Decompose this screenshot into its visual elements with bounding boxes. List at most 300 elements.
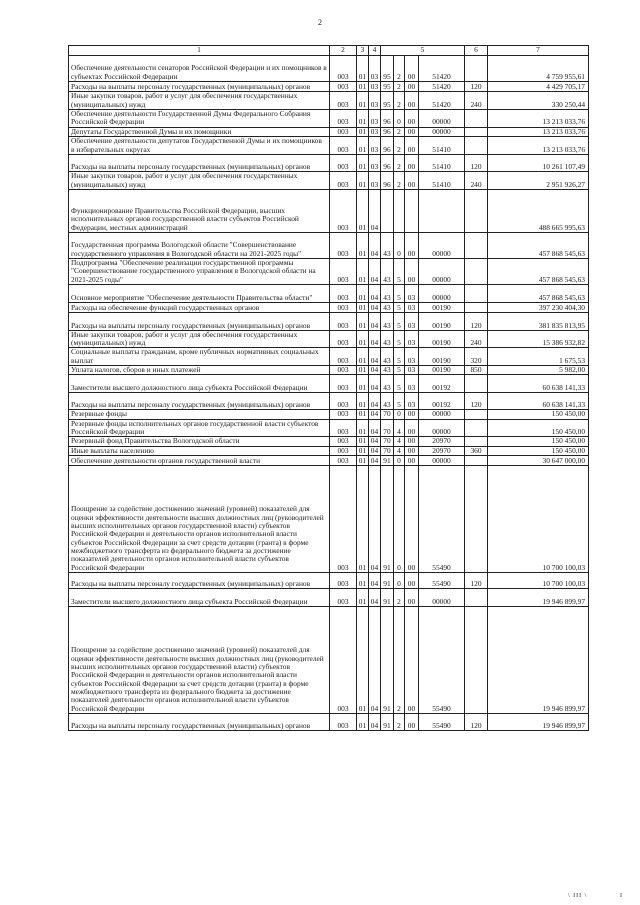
cell-p4: 55490 [419, 606, 465, 713]
cell-p3: 00 [405, 419, 419, 437]
cell-name: Резервный фонд Правительства Вологодской области [69, 437, 330, 446]
cell-p1: 43 [381, 348, 394, 366]
cell-p2: 0 [394, 455, 405, 465]
table-row [69, 572, 589, 588]
cell-p3 [405, 189, 419, 232]
cell-rz: 01 [357, 110, 369, 128]
cell-name: Обеспечение деятельности депутатов Государственной Думы и их помощников в избирательных округах [69, 136, 330, 154]
cell-p2: 2 [394, 171, 405, 189]
cell-sum: 30 647 000,00 [488, 455, 589, 465]
cell-rz: 01 [357, 330, 369, 348]
cell-vr [465, 410, 488, 419]
table-row [69, 232, 589, 258]
cell-p3: 00 [405, 446, 419, 455]
cell-code: 003 [330, 330, 357, 348]
cell-sum: 10 700 100,03 [488, 465, 589, 572]
cell-vr: 240 [465, 330, 488, 348]
cell-pr: 04 [369, 258, 381, 284]
cell-sum: 457 868 545,63 [488, 232, 589, 258]
cell-sum: 60 638 141,33 [488, 375, 589, 393]
cell-pr: 04 [369, 455, 381, 465]
cell-pr: 04 [369, 366, 381, 375]
cell-p2: 0 [394, 110, 405, 128]
cell-p1: 91 [381, 713, 394, 730]
cell-sum: 5 982,00 [488, 366, 589, 375]
cell-rz: 01 [357, 82, 369, 92]
table-row [69, 92, 589, 110]
cell-p2: 5 [394, 348, 405, 366]
cell-p2: 5 [394, 258, 405, 284]
table-row [69, 258, 589, 284]
cell-vr [465, 127, 488, 136]
cell-p4: 20970 [419, 437, 465, 446]
cell-sum: 13 213 033,76 [488, 136, 589, 154]
cell-code: 003 [330, 154, 357, 171]
cell-pr: 03 [369, 82, 381, 92]
cell-p1: 43 [381, 330, 394, 348]
cell-p2 [394, 189, 405, 232]
cell-vr: 120 [465, 154, 488, 171]
cell-sum: 381 835 813,95 [488, 312, 589, 330]
cell-pr: 04 [369, 232, 381, 258]
cell-rz: 01 [357, 419, 369, 437]
cell-code: 003 [330, 572, 357, 588]
footer-mark: \ III \ [568, 893, 588, 899]
cell-name: Расходы на выплаты персоналу государственных (муниципальных) органов [69, 154, 330, 171]
cell-name: Иные закупки товаров, работ и услуг для обеспечения государственных (муниципальных) нужд [69, 330, 330, 348]
table-row [69, 588, 589, 606]
cell-name: Заместители высшего должностного лица субъекта Российской Федерации [69, 588, 330, 606]
cell-p1: 43 [381, 284, 394, 302]
cell-name: Иные закупки товаров, работ и услуг для обеспечения государственных (муниципальных) нужд [69, 92, 330, 110]
column-header: 1 [69, 46, 330, 56]
cell-p4: 00190 [419, 312, 465, 330]
cell-pr: 04 [369, 189, 381, 232]
cell-vr: 120 [465, 713, 488, 730]
cell-p3: 00 [405, 713, 419, 730]
cell-p4: 51420 [419, 82, 465, 92]
table-row [69, 465, 589, 572]
cell-name: Функционирование Правительства Российской Федерации, высших исполнительных органов государственной власти субъектов Российской Федерации, местных администраций [69, 189, 330, 232]
cell-p1: 43 [381, 366, 394, 375]
cell-sum: 457 868 545,63 [488, 284, 589, 302]
cell-pr: 04 [369, 419, 381, 437]
cell-sum: 19 946 899,97 [488, 588, 589, 606]
column-header: 3 [357, 46, 369, 56]
cell-vr [465, 419, 488, 437]
table-row [69, 348, 589, 366]
cell-rz: 01 [357, 410, 369, 419]
cell-p3: 00 [405, 154, 419, 171]
column-header: 7 [488, 46, 589, 56]
cell-p4: 51420 [419, 56, 465, 82]
table-row [69, 366, 589, 375]
cell-p3: 00 [405, 232, 419, 258]
cell-p3: 00 [405, 92, 419, 110]
cell-sum: 19 946 899,97 [488, 713, 589, 730]
table-row [69, 302, 589, 312]
table-row [69, 410, 589, 419]
cell-vr: 850 [465, 366, 488, 375]
cell-p4: 00192 [419, 393, 465, 410]
cell-p3: 03 [405, 375, 419, 393]
cell-pr: 04 [369, 312, 381, 330]
cell-p4: 55490 [419, 465, 465, 572]
cell-pr: 03 [369, 110, 381, 128]
cell-p3: 00 [405, 437, 419, 446]
table-row [69, 82, 589, 92]
cell-p4: 00000 [419, 410, 465, 419]
cell-sum: 1 675,53 [488, 348, 589, 366]
cell-p4: 20970 [419, 446, 465, 455]
cell-rz: 01 [357, 127, 369, 136]
cell-p1: 70 [381, 410, 394, 419]
cell-p3: 00 [405, 136, 419, 154]
cell-p4: 00190 [419, 330, 465, 348]
cell-pr: 04 [369, 348, 381, 366]
cell-p3: 03 [405, 330, 419, 348]
table-row [69, 446, 589, 455]
cell-p2: 2 [394, 713, 405, 730]
cell-pr: 04 [369, 437, 381, 446]
cell-p2: 0 [394, 410, 405, 419]
cell-pr: 04 [369, 588, 381, 606]
cell-code: 003 [330, 312, 357, 330]
cell-sum: 457 868 545,63 [488, 258, 589, 284]
table-row [69, 284, 589, 302]
cell-sum: 150 450,00 [488, 446, 589, 455]
cell-p3: 03 [405, 284, 419, 302]
cell-vr [465, 606, 488, 713]
cell-pr: 04 [369, 410, 381, 419]
cell-sum: 397 230 404,30 [488, 302, 589, 312]
cell-name: Подпрограмма "Обеспечение реализации государственной программы "Совершенствование государственного управления в Вологодской области на 2021-2025 годы" [69, 258, 330, 284]
cell-code: 003 [330, 284, 357, 302]
cell-rz: 01 [357, 588, 369, 606]
cell-pr: 04 [369, 284, 381, 302]
cell-vr [465, 375, 488, 393]
cell-vr: 320 [465, 348, 488, 366]
cell-name: Обеспечение деятельности органов государственной власти [69, 455, 330, 465]
cell-p4: 51420 [419, 92, 465, 110]
cell-code: 003 [330, 82, 357, 92]
table-row [69, 455, 589, 465]
cell-pr: 04 [369, 446, 381, 455]
cell-p4 [419, 189, 465, 232]
cell-vr [465, 302, 488, 312]
cell-p3: 00 [405, 465, 419, 572]
cell-p3: 03 [405, 302, 419, 312]
cell-pr: 04 [369, 572, 381, 588]
cell-sum: 15 386 932,82 [488, 330, 589, 348]
cell-p1: 43 [381, 312, 394, 330]
cell-vr: 120 [465, 82, 488, 92]
cell-p1: 43 [381, 375, 394, 393]
cell-code: 003 [330, 366, 357, 375]
cell-p4: 00000 [419, 232, 465, 258]
budget-table [68, 45, 589, 731]
cell-p2: 5 [394, 312, 405, 330]
cell-p2: 2 [394, 56, 405, 82]
cell-p3: 00 [405, 588, 419, 606]
cell-name: Депутаты Государственной Думы и их помощники [69, 127, 330, 136]
cell-p4: 00000 [419, 419, 465, 437]
cell-code: 003 [330, 606, 357, 713]
cell-vr [465, 437, 488, 446]
cell-p2: 2 [394, 588, 405, 606]
cell-rz: 01 [357, 455, 369, 465]
cell-pr: 04 [369, 302, 381, 312]
table-row [69, 56, 589, 82]
cell-code: 003 [330, 419, 357, 437]
cell-pr: 04 [369, 606, 381, 713]
cell-p3: 00 [405, 110, 419, 128]
cell-p1: 91 [381, 588, 394, 606]
cell-pr: 03 [369, 154, 381, 171]
table-row [69, 330, 589, 348]
cell-p4: 55490 [419, 713, 465, 730]
cell-p4: 00192 [419, 375, 465, 393]
cell-rz: 01 [357, 348, 369, 366]
cell-code: 003 [330, 348, 357, 366]
cell-code: 003 [330, 375, 357, 393]
cell-p2: 5 [394, 284, 405, 302]
cell-p1: 96 [381, 154, 394, 171]
cell-p1: 70 [381, 437, 394, 446]
cell-p2: 0 [394, 572, 405, 588]
cell-code: 003 [330, 302, 357, 312]
cell-code: 003 [330, 110, 357, 128]
cell-p2: 5 [394, 366, 405, 375]
cell-p4: 51410 [419, 136, 465, 154]
cell-code: 003 [330, 56, 357, 82]
cell-sum: 4 429 705,17 [488, 82, 589, 92]
cell-p3: 00 [405, 258, 419, 284]
cell-vr [465, 588, 488, 606]
cell-sum: 150 450,00 [488, 419, 589, 437]
table-row [69, 393, 589, 410]
cell-pr: 03 [369, 92, 381, 110]
cell-name: Расходы на выплаты персоналу государственных (муниципальных) органов [69, 572, 330, 588]
cell-p3: 00 [405, 82, 419, 92]
cell-name: Иные выплаты населению [69, 446, 330, 455]
cell-p3: 00 [405, 572, 419, 588]
cell-code: 003 [330, 127, 357, 136]
cell-vr: 240 [465, 171, 488, 189]
cell-rz: 01 [357, 154, 369, 171]
cell-vr: 120 [465, 393, 488, 410]
table-row [69, 171, 589, 189]
cell-pr: 04 [369, 713, 381, 730]
cell-sum: 10 261 107,49 [488, 154, 589, 171]
cell-p2: 2 [394, 154, 405, 171]
cell-vr: 360 [465, 446, 488, 455]
table-row [69, 189, 589, 232]
cell-p3: 00 [405, 171, 419, 189]
cell-rz: 01 [357, 606, 369, 713]
cell-p1: 91 [381, 606, 394, 713]
cell-p2: 4 [394, 437, 405, 446]
cell-vr: 120 [465, 312, 488, 330]
cell-name: Уплата налогов, сборов и иных платежей [69, 366, 330, 375]
cell-rz: 01 [357, 713, 369, 730]
cell-sum: 60 638 141,33 [488, 393, 589, 410]
cell-sum: 10 700 100,03 [488, 572, 589, 588]
cell-p2: 5 [394, 330, 405, 348]
cell-name: Обеспечение деятельности Государственной Думы Федерального Собрания Российской Федерации [69, 110, 330, 128]
cell-p1: 95 [381, 82, 394, 92]
cell-p4: 00190 [419, 302, 465, 312]
cell-p2: 0 [394, 232, 405, 258]
table-row [69, 419, 589, 437]
table-row [69, 154, 589, 171]
cell-rz: 01 [357, 437, 369, 446]
cell-pr: 04 [369, 465, 381, 572]
cell-rz: 01 [357, 572, 369, 588]
cell-sum: 19 946 899,97 [488, 606, 589, 713]
cell-p3: 00 [405, 56, 419, 82]
cell-rz: 01 [357, 92, 369, 110]
cell-sum: 2 951 926,27 [488, 171, 589, 189]
cell-name: Социальные выплаты гражданам, кроме публичных нормативных социальных выплат [69, 348, 330, 366]
cell-p2: 0 [394, 465, 405, 572]
cell-vr: 240 [465, 92, 488, 110]
cell-vr: 120 [465, 572, 488, 588]
cell-rz: 01 [357, 366, 369, 375]
footer-mark-right: I [620, 893, 622, 899]
cell-name: Государственная программа Вологодской области "Совершенствование государственного управления в Вологодской области на 2021-2025 годы" [69, 232, 330, 258]
cell-rz: 01 [357, 375, 369, 393]
cell-p2: 2 [394, 127, 405, 136]
cell-code: 003 [330, 258, 357, 284]
cell-code: 003 [330, 446, 357, 455]
cell-pr: 03 [369, 136, 381, 154]
cell-p1: 95 [381, 92, 394, 110]
cell-sum: 150 450,00 [488, 437, 589, 446]
cell-p1 [381, 189, 394, 232]
cell-p1: 96 [381, 136, 394, 154]
page-number: 2 [318, 18, 322, 27]
cell-p2: 2 [394, 136, 405, 154]
cell-p1: 43 [381, 393, 394, 410]
cell-p2: 2 [394, 92, 405, 110]
cell-rz: 01 [357, 258, 369, 284]
cell-rz: 01 [357, 302, 369, 312]
table-row [69, 437, 589, 446]
cell-pr: 03 [369, 127, 381, 136]
cell-p4: 00000 [419, 110, 465, 128]
cell-p1: 96 [381, 110, 394, 128]
cell-name: Обеспечение деятельности сенаторов Российской Федерации и их помощников в субъектах Российской Федерации [69, 56, 330, 82]
cell-pr: 04 [369, 330, 381, 348]
cell-code: 003 [330, 393, 357, 410]
cell-vr [465, 56, 488, 82]
cell-sum: 13 213 033,76 [488, 127, 589, 136]
cell-rz: 01 [357, 189, 369, 232]
column-header: 5 [381, 46, 465, 56]
cell-p3: 00 [405, 410, 419, 419]
cell-pr: 03 [369, 56, 381, 82]
cell-p4: 51410 [419, 154, 465, 171]
cell-vr [465, 232, 488, 258]
cell-p3: 03 [405, 312, 419, 330]
table-row [69, 110, 589, 128]
cell-vr [465, 455, 488, 465]
cell-p2: 4 [394, 419, 405, 437]
cell-pr: 03 [369, 171, 381, 189]
cell-name: Расходы на выплаты персоналу государственных (муниципальных) органов [69, 82, 330, 92]
cell-code: 003 [330, 588, 357, 606]
cell-rz: 01 [357, 393, 369, 410]
column-header: 4 [369, 46, 381, 56]
cell-p3: 03 [405, 393, 419, 410]
cell-p4: 00000 [419, 127, 465, 136]
cell-vr [465, 465, 488, 572]
cell-sum: 13 213 033,76 [488, 110, 589, 128]
cell-p4: 00000 [419, 455, 465, 465]
cell-p1: 96 [381, 171, 394, 189]
cell-p1: 91 [381, 572, 394, 588]
cell-p4: 00000 [419, 284, 465, 302]
cell-p2: 2 [394, 606, 405, 713]
cell-p1: 70 [381, 446, 394, 455]
cell-name: Иные закупки товаров, работ и услуг для обеспечения государственных (муниципальных) нужд [69, 171, 330, 189]
cell-name: Заместители высшего должностного лица субъекта Российской Федерации [69, 375, 330, 393]
cell-p3: 00 [405, 455, 419, 465]
table-row [69, 312, 589, 330]
cell-pr: 04 [369, 375, 381, 393]
cell-name: Расходы на выплаты персоналу государственных (муниципальных) органов [69, 312, 330, 330]
cell-name: Поощрение за содействие достижению значений (уровней) показателей для оценки эффективности деятельности высших должностных лиц (руководителей высших исполнительных органов государственной власти) субъектов Российской Федерации и деятельности органов исполнительной власти субъектов Российской Федерации за счет средств дотации (гранта) в форме межбюджетного трансферта из федерального бюджета за достижение показателей деятельности органов исполнительной власти субъектов Российской Федерации [69, 606, 330, 713]
cell-rz: 01 [357, 136, 369, 154]
cell-code: 003 [330, 713, 357, 730]
cell-p1: 91 [381, 455, 394, 465]
cell-p3: 00 [405, 606, 419, 713]
table-row [69, 606, 589, 713]
cell-p4: 55490 [419, 572, 465, 588]
cell-name: Расходы на выплаты персоналу государственных (муниципальных) органов [69, 713, 330, 730]
cell-name: Резервные фонды [69, 410, 330, 419]
table-row [69, 127, 589, 136]
table-row [69, 713, 589, 730]
cell-pr: 04 [369, 393, 381, 410]
table-row [69, 136, 589, 154]
cell-sum: 488 665 995,63 [488, 189, 589, 232]
cell-p4: 00000 [419, 588, 465, 606]
cell-p2: 5 [394, 375, 405, 393]
cell-code: 003 [330, 455, 357, 465]
cell-rz: 01 [357, 284, 369, 302]
table-header-row [69, 46, 589, 56]
cell-rz: 01 [357, 446, 369, 455]
cell-name: Расходы на обеспечение функций государственных органов [69, 302, 330, 312]
cell-name: Резервные фонды исполнительных органов государственной власти субъектов Российской Федерации [69, 419, 330, 437]
cell-vr [465, 258, 488, 284]
cell-p1: 91 [381, 465, 394, 572]
cell-p1: 96 [381, 127, 394, 136]
cell-vr [465, 110, 488, 128]
cell-p2: 4 [394, 446, 405, 455]
cell-p3: 03 [405, 348, 419, 366]
cell-p4: 00190 [419, 366, 465, 375]
cell-rz: 01 [357, 56, 369, 82]
cell-p1: 95 [381, 56, 394, 82]
cell-sum: 150 450,00 [488, 410, 589, 419]
cell-vr [465, 284, 488, 302]
cell-rz: 01 [357, 171, 369, 189]
table-row [69, 375, 589, 393]
cell-p2: 2 [394, 82, 405, 92]
